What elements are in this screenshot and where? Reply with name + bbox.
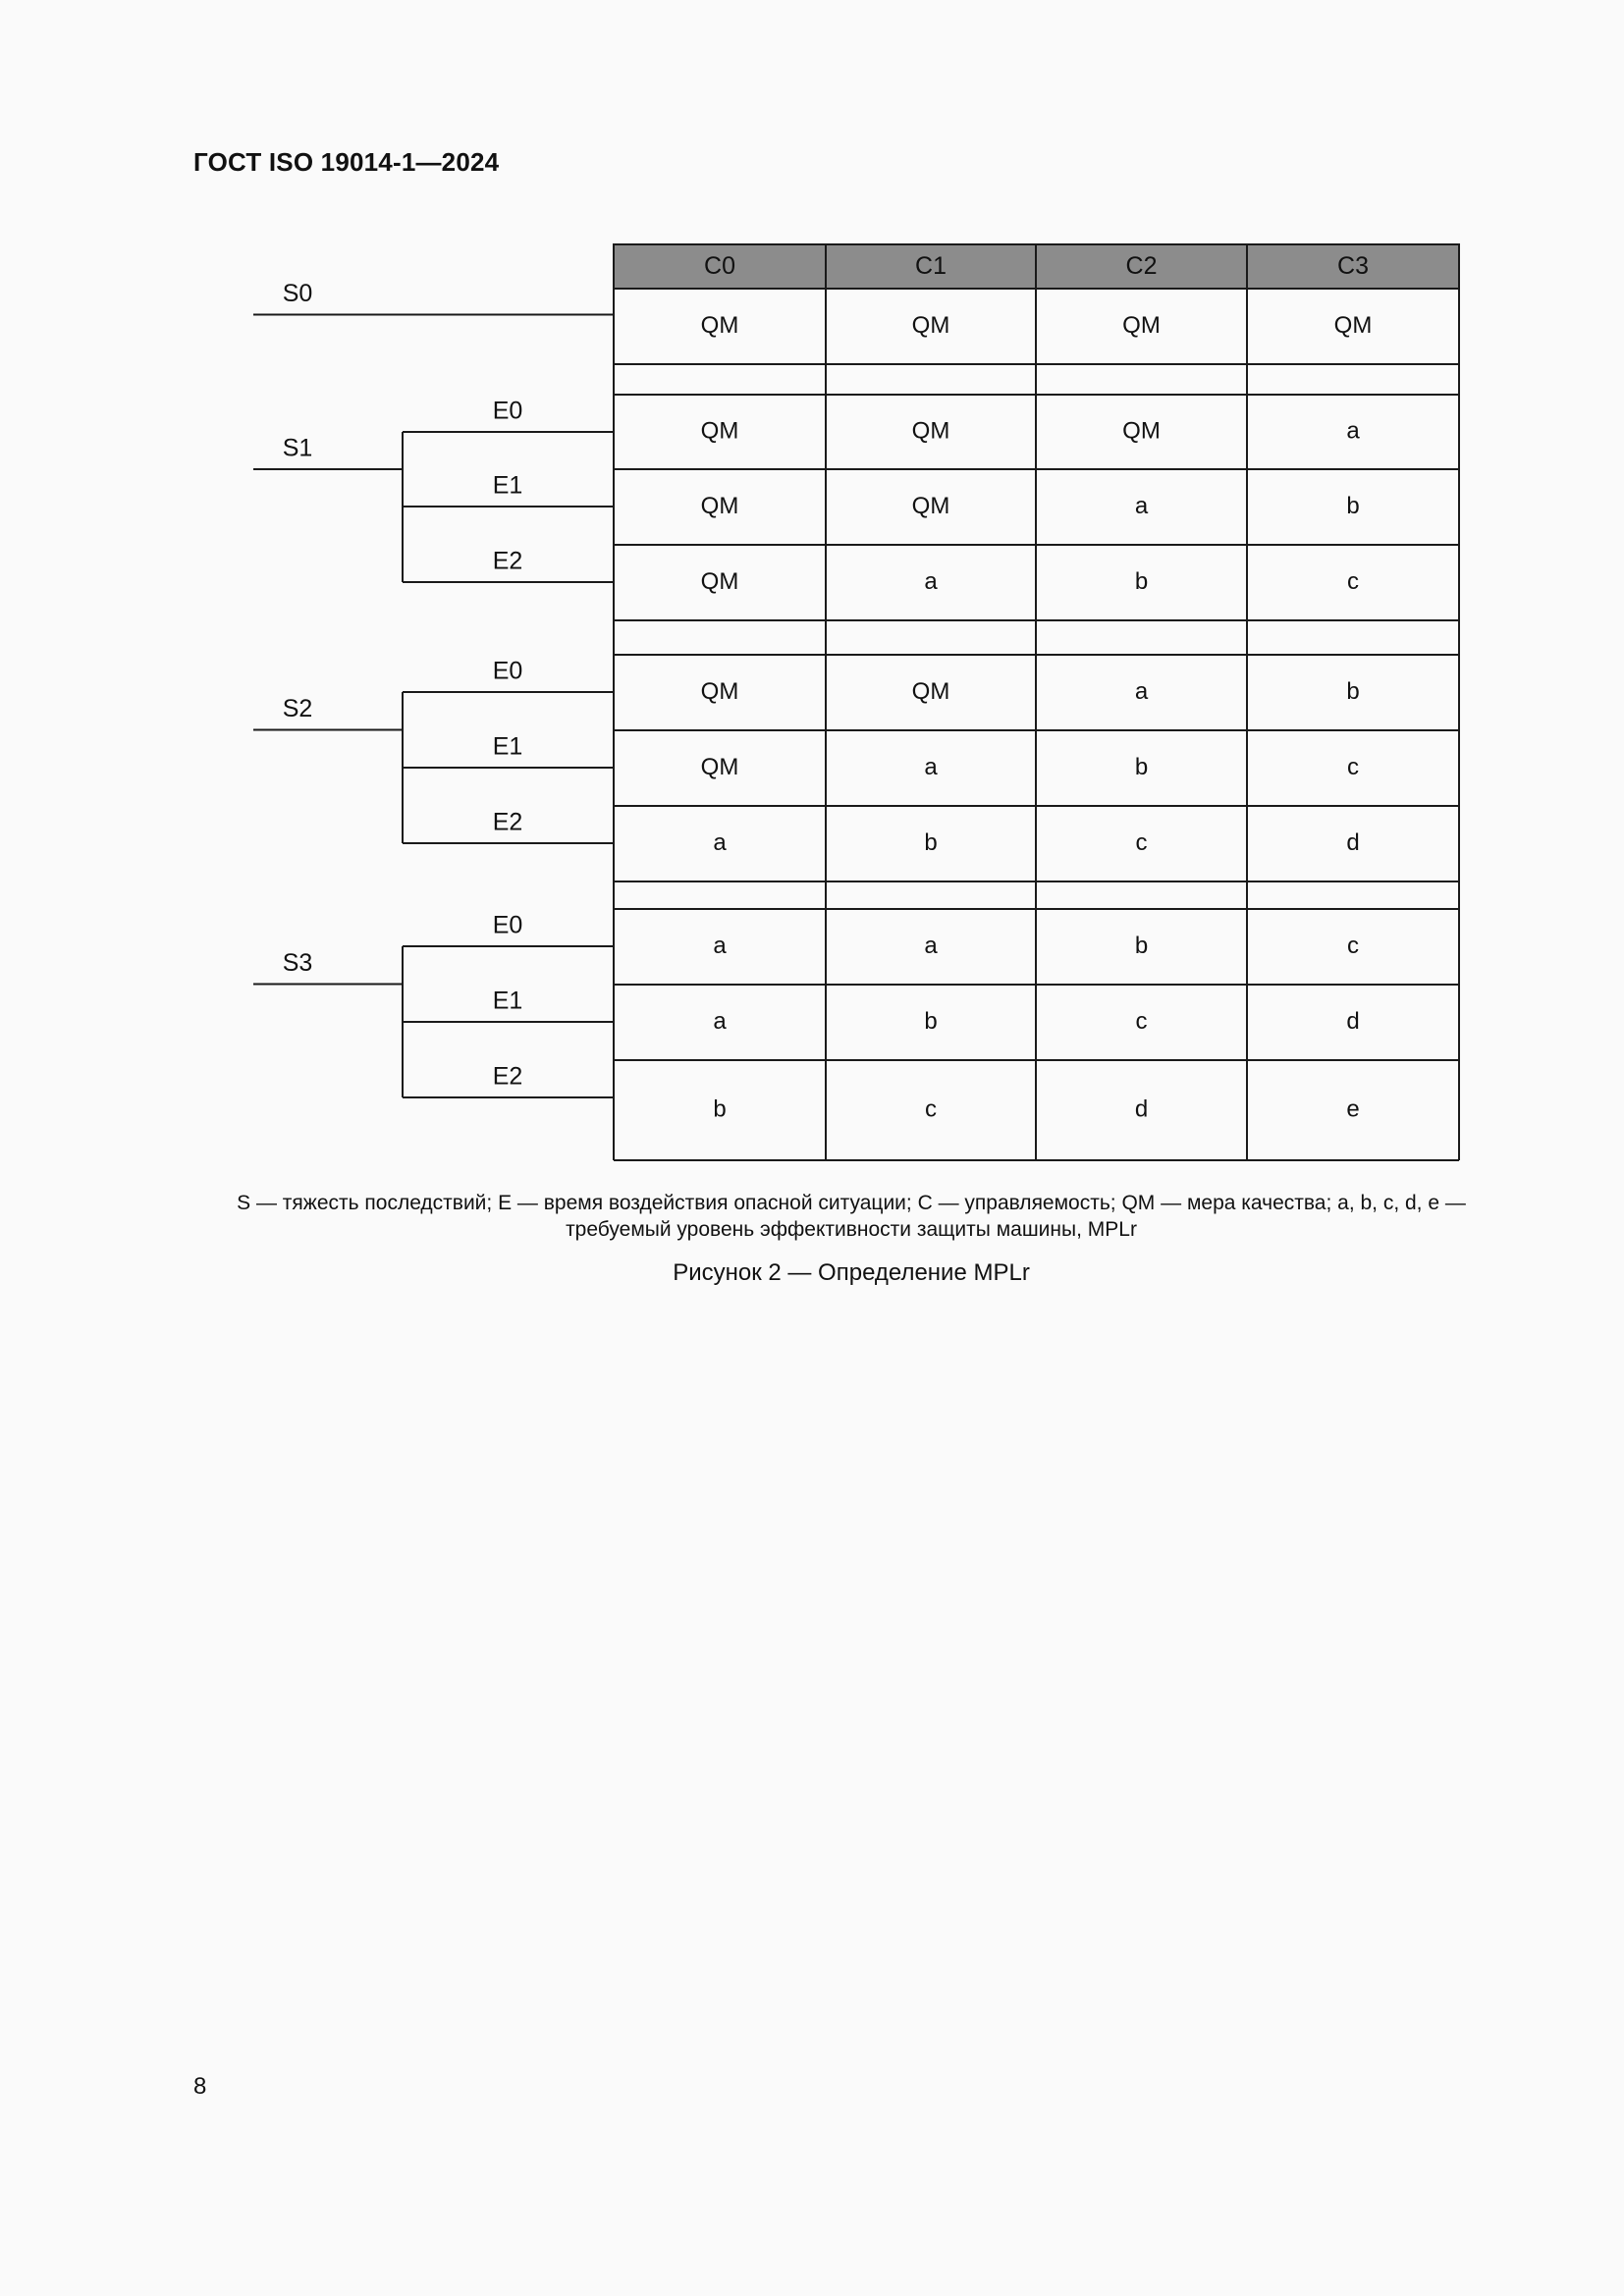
cell-s2-e2-c3: d	[1346, 828, 1360, 856]
label-s2-e1: E1	[492, 732, 523, 761]
cell-s3-e1-c0: a	[713, 1007, 727, 1035]
cell-s3-e0-c0: a	[713, 932, 727, 959]
cell-s3-e1-c2: c	[1135, 1007, 1148, 1035]
cell-s3-e0-c2: b	[1134, 932, 1149, 959]
cell-s0-c2: QM	[1122, 311, 1161, 339]
legend-line-2: требуемый уровень эффективности защиты машины, MPLr	[566, 1218, 1137, 1241]
cell-s2-e1-c1: a	[924, 753, 938, 780]
cell-s3-e0-c1: a	[924, 932, 938, 959]
cell-s3-e2-c0: b	[713, 1095, 727, 1123]
cell-s1-e1-c2: a	[1134, 492, 1149, 519]
legend-line-1: S — тяжесть последствий; E — время воздействия опасной ситуации; C — управляемость; QM — мера качества; a, b, c, d, e —	[237, 1192, 1466, 1214]
cell-s2-e0-c3: b	[1346, 677, 1360, 705]
cell-s3-e0-c3: c	[1347, 932, 1359, 959]
column-header-c2: C2	[1125, 252, 1158, 281]
label-s2-e2: E2	[492, 808, 523, 836]
cell-s2-e1-c2: b	[1134, 753, 1149, 780]
figure-caption: Рисунок 2 — Определение MPLr	[673, 1259, 1030, 1286]
label-s1-e2: E2	[492, 547, 523, 575]
cell-s1-e0-c0: QM	[700, 417, 739, 445]
cell-s1-e1-c3: b	[1346, 492, 1360, 519]
cell-s3-e2-c1: c	[925, 1095, 937, 1123]
figure-legend	[193, 1190, 1509, 1243]
label-s3-e2: E2	[492, 1062, 523, 1091]
label-s2-e0: E0	[492, 657, 523, 685]
cell-s3-e2-c2: d	[1134, 1095, 1149, 1123]
cell-s0-c3: QM	[1333, 311, 1373, 339]
column-header-c0: C0	[704, 252, 735, 281]
label-s1-e0: E0	[492, 397, 523, 425]
cell-s1-e2-c3: c	[1347, 567, 1359, 595]
cell-s2-e2-c1: b	[924, 828, 938, 856]
cell-s0-c1: QM	[911, 311, 950, 339]
cell-s1-e0-c2: QM	[1122, 417, 1161, 445]
label-s3-e1: E1	[492, 987, 523, 1015]
cell-s2-e0-c0: QM	[700, 677, 739, 705]
label-s1-e1: E1	[492, 471, 523, 500]
cell-s2-e2-c2: c	[1135, 828, 1148, 856]
cell-s2-e1-c0: QM	[700, 753, 739, 780]
cell-s3-e1-c3: d	[1346, 1007, 1360, 1035]
cell-s2-e0-c1: QM	[911, 677, 950, 705]
page-number: 8	[193, 2073, 207, 2100]
cell-s2-e0-c2: a	[1134, 677, 1149, 705]
cell-s1-e1-c1: QM	[911, 492, 950, 519]
cell-s3-e1-c1: b	[924, 1007, 938, 1035]
label-s3-e0: E0	[492, 911, 523, 939]
cell-s2-e2-c0: a	[713, 828, 727, 856]
label-s2: S2	[282, 695, 313, 723]
cell-s1-e2-c0: QM	[700, 567, 739, 595]
cell-s3-e2-c3: e	[1346, 1095, 1360, 1123]
label-s1: S1	[282, 434, 313, 462]
cell-s0-c0: QM	[700, 311, 739, 339]
cell-s1-e2-c1: a	[924, 567, 938, 595]
column-header-c1: C1	[915, 252, 947, 281]
cell-s1-e2-c2: b	[1134, 567, 1149, 595]
label-s0: S0	[282, 280, 313, 308]
cell-s1-e0-c3: a	[1346, 417, 1360, 445]
column-header-c3: C3	[1337, 252, 1369, 281]
label-s3: S3	[282, 949, 313, 978]
cell-s1-e1-c0: QM	[700, 492, 739, 519]
cell-s2-e1-c3: c	[1347, 753, 1359, 780]
cell-s1-e0-c1: QM	[911, 417, 950, 445]
document-header: ГОСТ ISO 19014-1—2024	[193, 147, 500, 177]
